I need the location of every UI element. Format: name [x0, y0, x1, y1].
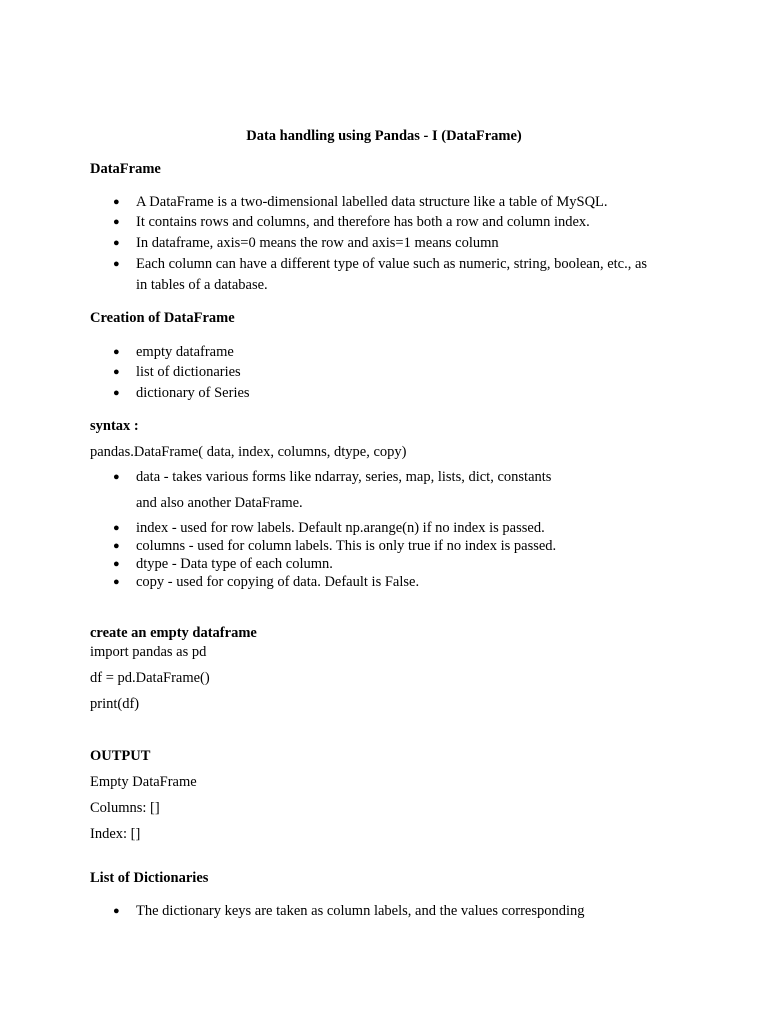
- bullet-icon: ●: [113, 346, 120, 358]
- bullet-icon: ●: [113, 366, 120, 378]
- bullet-icon: ●: [113, 522, 120, 534]
- list-item-continuation: and also another DataFrame.: [136, 495, 303, 511]
- list-item: index - used for row labels. Default np.arange(n) if no index is passed.: [136, 520, 545, 536]
- code-line: df = pd.DataFrame(): [90, 670, 210, 686]
- list-item: The dictionary keys are taken as column labels, and the values corresponding: [136, 903, 585, 919]
- bullet-icon: ●: [113, 237, 120, 249]
- bullet-icon: ●: [113, 558, 120, 570]
- bullet-icon: ●: [113, 387, 120, 399]
- bullet-icon: ●: [113, 540, 120, 552]
- list-item: columns - used for column labels. This is only true if no index is passed.: [136, 538, 557, 554]
- section-heading-output: OUTPUT: [90, 748, 151, 764]
- bullet-icon: ●: [113, 258, 120, 270]
- list-item: A DataFrame is a two-dimensional labelled data structure like a table of MySQL.: [136, 194, 608, 210]
- code-line: import pandas as pd: [90, 644, 207, 660]
- list-item: copy - used for copying of data. Default is False.: [136, 574, 420, 590]
- output-line: Empty DataFrame: [90, 774, 197, 790]
- bullet-icon: ●: [113, 196, 120, 208]
- list-item: dictionary of Series: [136, 385, 250, 401]
- list-item: dtype - Data type of each column.: [136, 556, 333, 572]
- list-item: empty dataframe: [136, 344, 234, 360]
- list-item: data - takes various forms like ndarray, series, map, lists, dict, constants: [136, 469, 552, 485]
- code-line: print(df): [90, 696, 140, 712]
- list-item: In dataframe, axis=0 means the row and axis=1 means column: [136, 235, 499, 251]
- syntax-signature: pandas.DataFrame( data, index, columns, dtype, copy): [90, 444, 407, 460]
- section-heading-empty-dataframe: create an empty dataframe: [90, 625, 257, 641]
- bullet-icon: ●: [113, 576, 120, 588]
- output-line: Columns: []: [90, 800, 160, 816]
- section-heading-creation: Creation of DataFrame: [90, 310, 235, 326]
- list-item-continuation: in tables of a database.: [136, 277, 268, 293]
- list-item: Each column can have a different type of value such as numeric, string, boolean, etc., as: [136, 256, 648, 272]
- document-title: Data handling using Pandas - I (DataFrame): [246, 128, 522, 144]
- output-line: Index: []: [90, 826, 141, 842]
- bullet-icon: ●: [113, 216, 120, 228]
- list-item: It contains rows and columns, and therefore has both a row and column index.: [136, 214, 590, 230]
- bullet-icon: ●: [113, 471, 120, 483]
- section-heading-list-of-dictionaries: List of Dictionaries: [90, 870, 209, 886]
- list-item: list of dictionaries: [136, 364, 241, 380]
- section-heading-dataframe: DataFrame: [90, 161, 161, 177]
- bullet-icon: ●: [113, 905, 120, 917]
- section-heading-syntax: syntax :: [90, 418, 139, 434]
